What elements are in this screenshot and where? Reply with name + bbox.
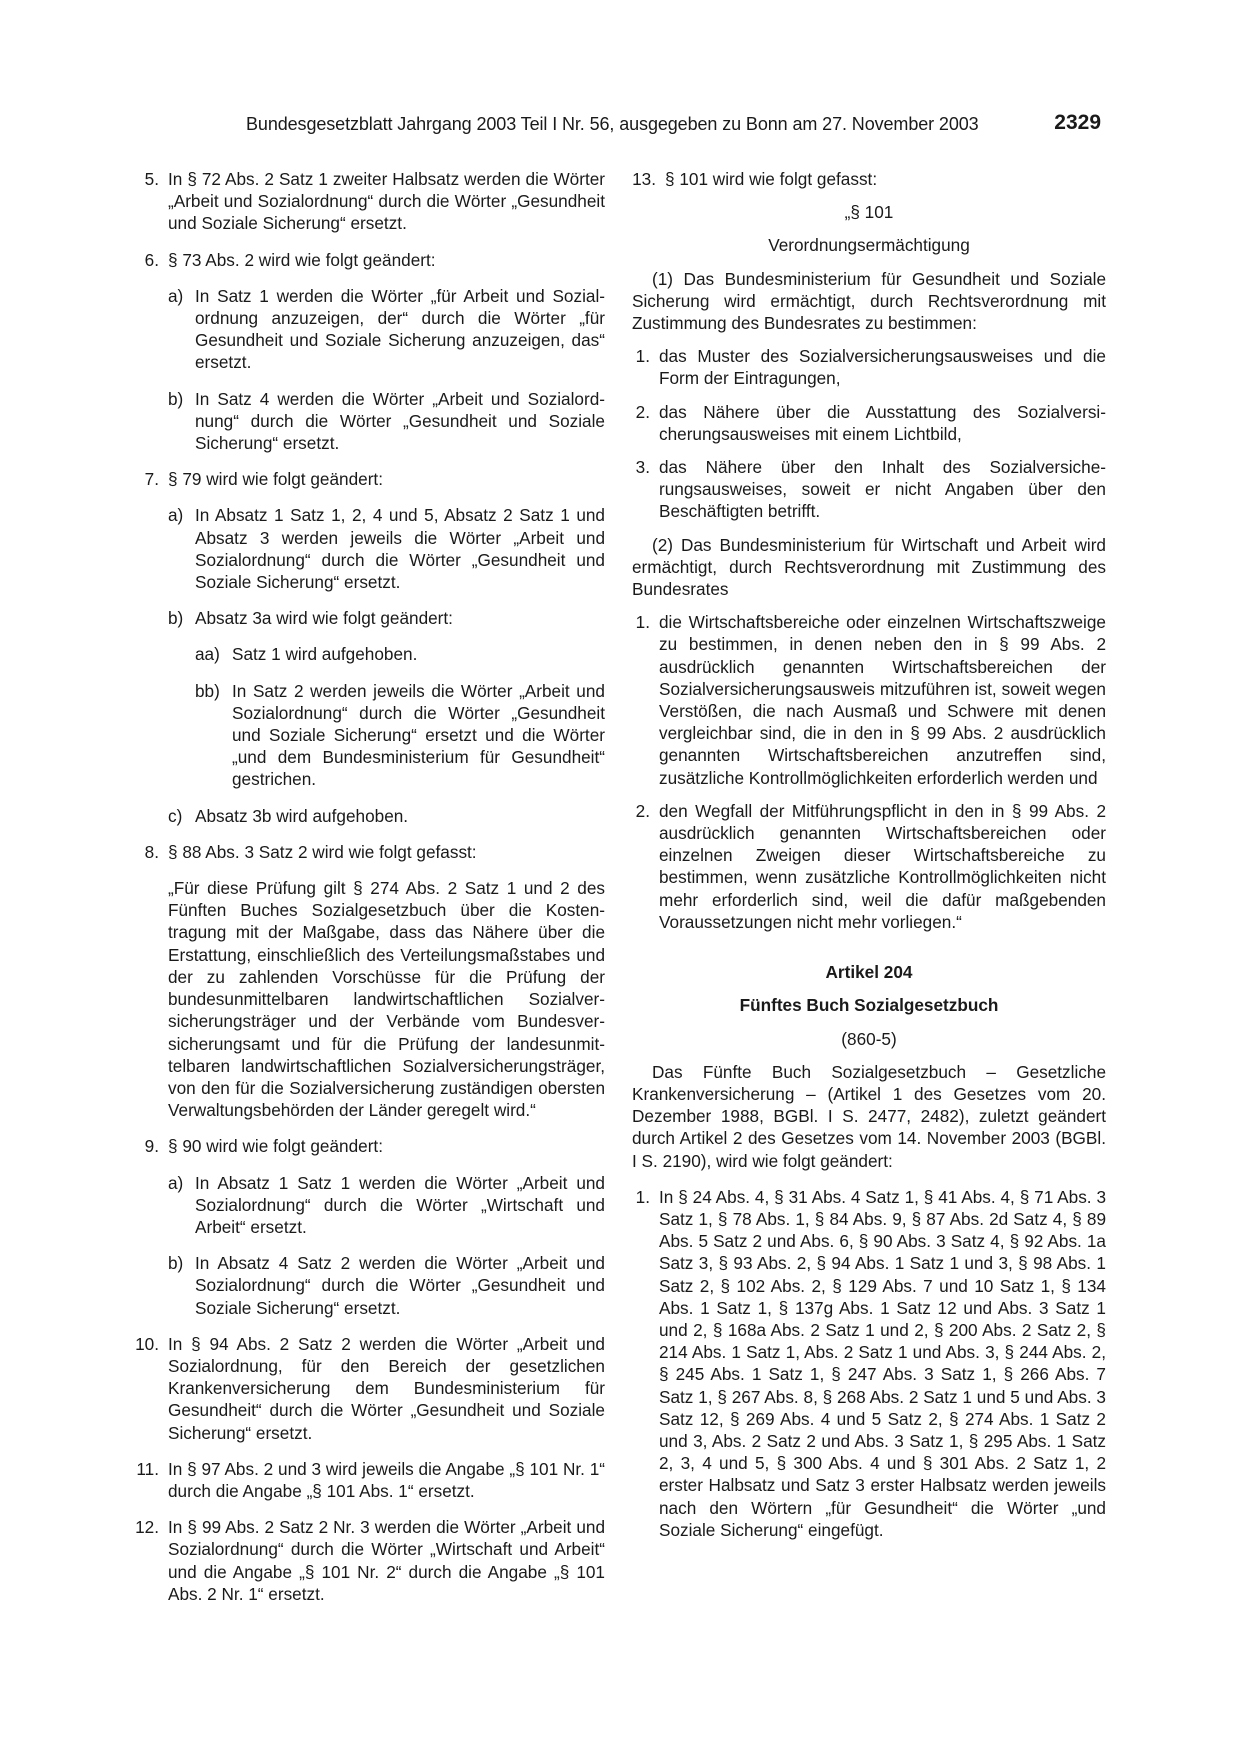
item-letter: bb) bbox=[195, 680, 220, 701]
list-item bbox=[135, 249, 605, 271]
item-text: § 101 wird wie folgt gefasst: bbox=[665, 169, 878, 189]
right-column bbox=[632, 168, 1106, 1541]
item-number: 13. bbox=[632, 169, 656, 189]
item-text: den Wegfall der Mitführungspflicht in den in § 99 Abs. 2 ausdrücklich genannten Wirtschaftsbereichen oder einzelnen Zweigen dieser Wirtschaftsbereiche zu bestimmen, wenn zusätzliche Kontrollmöglichkeiten nicht mehr erforderlich sind, weil die dafür maßgebenden Voraussetzungen nicht mehr vorliegen.“ bbox=[659, 800, 1106, 932]
item-text: das Nähere über die Ausstattung des Sozialversicherungsausweises mit einem Lichtbild, bbox=[659, 401, 1106, 444]
item-text: das Nähere über den Inhalt des Sozialversicherungsausweises, soweit er nicht Angaben über den Beschäftigten betrifft. bbox=[659, 457, 1106, 522]
item-text: In § 24 Abs. 4, § 31 Abs. 4 Satz 1, § 41 Abs. 4, § 71 Abs. 3 Satz 1, § 78 Abs. 1, § 84 Abs. 9, § 87 Abs. 2d Satz 4, § 89 Abs. 5 Satz 2 und Abs. 6, § 90 Abs. 3 Satz 4, § 92 Abs. 1a Satz 3, § 93 Abs. 2, § 94 Abs. 1 Satz 1 und 3, § 98 Abs. 1 Satz 2, § 102 Abs. 2, § 129 Abs. 7 und 10 Satz 1, § 134 Abs. 1 Satz 1, § 137g Abs. 1 Satz 12 und Abs. 3 Satz 1 und 2, § 168a Abs. 2 Satz 1 und 2, § 200 Abs. 2 Satz 2, § 214 Abs. 1 Satz 1, Abs. 2 Satz 1 und Abs. 3, § 244 Abs. 2, § 245 Abs. 1 Satz 1, § 247 Abs. 3 Satz 1, § 266 Abs. 7 Satz 1, § 267 Abs. 8, § 268 Abs. 2 Satz 1 und 5 und Abs. 3 Satz 12, § 269 Abs. 4 und 5 Satz 2, § 274 Abs. 1 Satz 2 und 3, Abs. 2 Satz 2 und Abs. 3 Satz 1, § 295 Abs. 1 Satz 2, 3, 4 und 5, § 300 Abs. 4 und § 301 Abs. 2 Satz 1, 2 erster Halbsatz und Satz 3 erster Halbsatz werden jeweils nach den Wörtern „für Gesundheit“ die Wörter „und Soziale Sicherung“ eingefügt. bbox=[659, 1186, 1106, 1540]
list-item bbox=[632, 1186, 1106, 1541]
page-number: 2329 bbox=[1054, 111, 1101, 134]
item-text: In § 94 Abs. 2 Satz 2 werden die Wörter „Arbeit und Sozialordnung, für den Bereich der gesetzlichen Krankenversicherung dem Bundesministerium für Gesundheit“ durch die Wörter „Gesundheit und Soziale Sicherung“ ersetzt. bbox=[168, 1333, 605, 1443]
item-number: 12. bbox=[135, 1517, 159, 1538]
article-code: (860-5) bbox=[841, 1028, 897, 1049]
item-number: 2. bbox=[635, 401, 650, 422]
item-number: 1. bbox=[635, 1186, 650, 1207]
item-number: 6. bbox=[144, 249, 159, 270]
item-text: § 73 Abs. 2 wird wie folgt geändert: bbox=[168, 249, 436, 270]
item-number: 7. bbox=[144, 469, 159, 490]
section-symbol: „§ 101 bbox=[844, 202, 894, 223]
list-item bbox=[632, 168, 1106, 190]
item-number: 9. bbox=[144, 1136, 159, 1157]
quote-text: „Für diese Prüfung gilt § 274 Abs. 2 Satz 1 und 2 des Fünften Buches Sozialgesetzbuch über die Kostentragung mit der Maßgabe, dass das Nähere über die Erstattung, einschließlich des Verteilungsmaßstabes und der zu zahlenden Vorschüsse für die Prüfung der bundesunmittelbaren landwirtschaftlichen Sozialversicherungsträger und der Verbände vom Bundesversicherungsamt und für die Prüfung der landesunmittelbaren landwirtschaftlichen Sozialversicherungsträger, von den für die Sozialversicherung zuständigen obersten Verwaltungsbehörden der Länder geregelt wird.“ bbox=[168, 878, 605, 1121]
list-item bbox=[632, 456, 1106, 523]
paragraph-2-intro: (2) Das Bundesministerium für Wirtschaft und Arbeit wird ermächtigt, durch Rechtsverordnung mit Zustimmung des Bundesrates bbox=[632, 534, 1106, 600]
list-item bbox=[135, 504, 605, 593]
item-text: das Muster des Sozialversicherungsausweises und die Form der Eintragungen, bbox=[659, 346, 1106, 389]
item-letter: aa) bbox=[195, 644, 220, 665]
item-text: Absatz 3b wird aufgehoben. bbox=[195, 805, 409, 826]
list-item bbox=[135, 468, 605, 490]
article-intro: Das Fünfte Buch Sozialgesetzbuch – Gesetzliche Krankenversicherung – (Artikel 1 des Gesetzes vom 20. Dezember 1988, BGBl. I S. 2477, 2482), zuletzt geändert durch Artikel 2 des Gesetzes vom 14. November 2003 (BGBl. I S. 2190), wird wie folgt geändert: bbox=[632, 1061, 1106, 1171]
list-item bbox=[632, 800, 1106, 933]
list-item bbox=[632, 401, 1106, 445]
item-letter: c) bbox=[168, 805, 183, 826]
item-text: In § 99 Abs. 2 Satz 2 Nr. 3 werden die Wörter „Arbeit und Sozialordnung“ durch die Wörter „Wirtschaft und Arbeit“ und die Angabe „§ 101 Nr. 2“ durch die Angabe „§ 101 Abs. 2 Nr. 1“ ersetzt. bbox=[168, 1517, 605, 1604]
item-text: die Wirtschaftsbereiche oder einzelnen Wirtschaftszweige zu bestimmen, in denen neben den in § 99 Abs. 2 ausdrücklich genannten Wirtschaftsbereichen der Sozialversicherungsausweis mitzuführen ist, soweit wegen Verstößen, die nach Ausmaß und Schwere mit denen vergleichbar sind, die in den in § 99 Abs. 2 ausdrücklich genannten Wirtschaftsbereichen anzutreffen sind, zusätzliche Kontrollmöglichkeiten erforderlich werden und bbox=[659, 612, 1106, 788]
list-item bbox=[135, 1516, 605, 1605]
item-text: In Satz 1 werden die Wörter „für Arbeit und Sozialordnung anzuzeigen, der“ durch die Wörter „für Gesundheit und Soziale Sicherung anzuzeigen, das“ ersetzt. bbox=[195, 285, 605, 373]
item-text: In § 72 Abs. 2 Satz 1 zweiter Halbsatz werden die Wörter „Arbeit und Sozialordnung“ durch die Wörter „Gesundheit und Soziale Sicherung“ ersetzt. bbox=[168, 169, 605, 234]
item-number: 1. bbox=[635, 612, 650, 633]
list-item bbox=[135, 285, 605, 374]
list-item bbox=[135, 643, 605, 665]
item-number: 3. bbox=[635, 457, 650, 478]
item-text: § 79 wird wie folgt geändert: bbox=[168, 469, 383, 490]
item-letter: a) bbox=[168, 1172, 184, 1193]
paragraph-1-intro: (1) Das Bundesministerium für Gesundheit und Soziale Sicherung wird ermächtigt, durch Rechtsverordnung mit Zustimmung des Bundesrates zu bestimmen: bbox=[632, 268, 1106, 334]
item-text: Satz 1 wird aufgehoben. bbox=[232, 644, 418, 665]
list-item bbox=[632, 611, 1106, 789]
item-number: 2. bbox=[635, 800, 650, 821]
item-letter: b) bbox=[168, 608, 184, 629]
item-text: In Satz 2 werden jeweils die Wörter „Arbeit und Sozialordnung“ durch die Wörter „Gesundheit und Soziale Sicherung“ ersetzt und die Wörter „und dem Bundesministerium für Gesundheit“ gestrichen. bbox=[232, 680, 605, 790]
article-subtitle: Fünftes Buch Sozialgesetzbuch bbox=[739, 995, 999, 1016]
item-number: 8. bbox=[144, 841, 159, 862]
item-text: § 90 wird wie folgt geändert: bbox=[168, 1136, 383, 1157]
article-heading: Artikel 204 bbox=[825, 962, 913, 983]
item-letter: b) bbox=[168, 1253, 184, 1274]
item-text: § 88 Abs. 3 Satz 2 wird wie folgt gefasst: bbox=[168, 841, 477, 862]
list-item bbox=[135, 607, 605, 629]
list-item bbox=[135, 1333, 605, 1444]
item-text: In Satz 4 werden die Wörter „Arbeit und Sozialordnung“ durch die Wörter „Gesundheit und Soziale Sicherung“ ersetzt. bbox=[195, 388, 605, 454]
item-text: In Absatz 4 Satz 2 werden die Wörter „Arbeit und Sozialordnung“ durch die Wörter „Gesundheit und Soziale Sicherung“ ersetzt. bbox=[195, 1253, 605, 1318]
list-item bbox=[135, 805, 605, 827]
item-text: In Absatz 1 Satz 1, 2, 4 und 5, Absatz 2 Satz 1 und Absatz 3 werden jeweils die Wörter „Arbeit und Sozialordnung“ durch die Wörter „Gesundheit und Soziale Sicherung“ ersetzt. bbox=[195, 505, 605, 593]
list-item bbox=[135, 1252, 605, 1319]
list-item bbox=[135, 1135, 605, 1157]
list-item bbox=[135, 1458, 605, 1502]
item-text: In § 97 Abs. 2 und 3 wird jeweils die Angabe „§ 101 Nr. 1“ durch die Angabe „§ 101 Abs. 1“ ersetzt. bbox=[168, 1458, 605, 1501]
item-letter: b) bbox=[168, 388, 184, 409]
item-letter: a) bbox=[168, 505, 184, 526]
item-letter: a) bbox=[168, 285, 184, 306]
list-item bbox=[632, 345, 1106, 389]
item-number: 1. bbox=[635, 346, 650, 367]
list-item bbox=[135, 841, 605, 863]
running-title: Bundesgesetzblatt Jahrgang 2003 Teil I Nr. 56, ausgegeben zu Bonn am 27. November 2003 bbox=[246, 114, 979, 134]
section-title: Verordnungsermächtigung bbox=[768, 235, 970, 256]
item-number: 5. bbox=[144, 169, 159, 189]
item-number: 10. bbox=[135, 1333, 159, 1354]
list-item bbox=[135, 168, 605, 235]
quoted-amendment bbox=[135, 877, 605, 1121]
list-item bbox=[135, 680, 605, 791]
item-text: Absatz 3a wird wie folgt geändert: bbox=[195, 608, 453, 629]
running-header bbox=[0, 112, 1244, 142]
left-column bbox=[135, 168, 605, 1605]
item-text: In Absatz 1 Satz 1 werden die Wörter „Arbeit und Sozialordnung“ durch die Wörter „Wirtschaft und Arbeit“ ersetzt. bbox=[195, 1172, 605, 1237]
list-item bbox=[135, 388, 605, 455]
list-item bbox=[135, 1172, 605, 1239]
item-number: 11. bbox=[136, 1458, 159, 1479]
